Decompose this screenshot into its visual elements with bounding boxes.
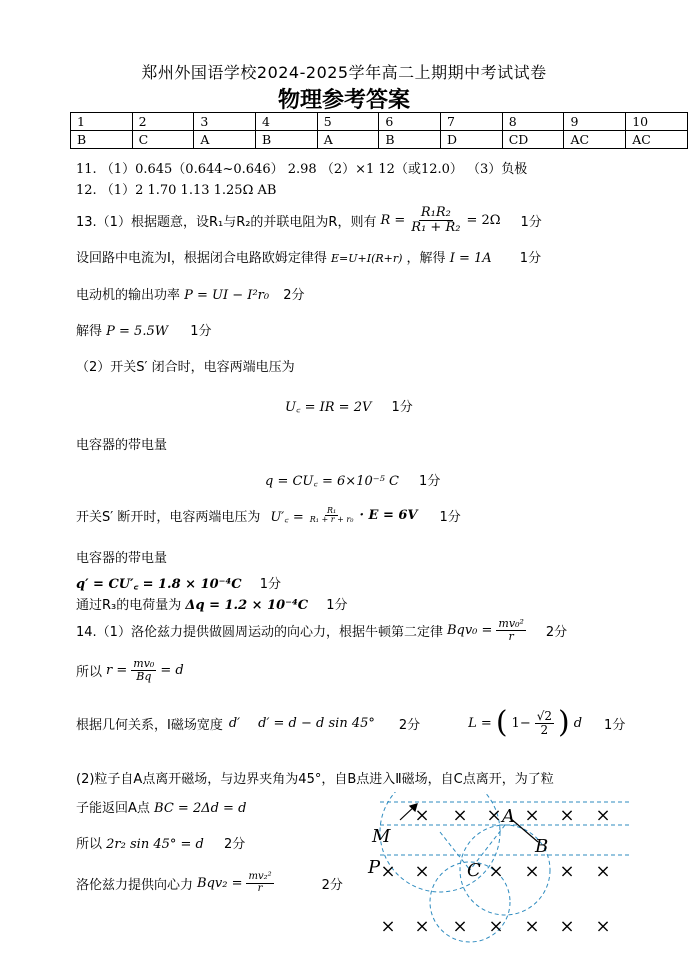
q13-l3-eq: P = UI − I²r₀ xyxy=(184,288,270,303)
question-number: 9 xyxy=(564,113,626,131)
q14-l2-text: 所以 xyxy=(76,664,103,680)
q13-l1-den: R₁ + R₂ xyxy=(411,219,461,235)
q14-l3-L-fraction xyxy=(535,710,554,736)
label-m: M xyxy=(372,826,391,847)
radius-line xyxy=(440,832,470,870)
q13-l6-eq: U꜀ = IR = 2V xyxy=(285,400,372,415)
answer-cell: AC xyxy=(564,131,626,149)
q13-l9-text: 开关S′ 断开时，电容两端电压为 xyxy=(76,510,261,525)
q13-line-10: 电容器的带电量 xyxy=(76,551,168,566)
q14-line-5 xyxy=(76,797,246,816)
q13-l9-rhs: · E = 6V xyxy=(359,508,418,523)
q14-l1-lhs: Bqv₀ = xyxy=(446,622,493,638)
q14-l2-den: Bq xyxy=(136,669,152,683)
q14-l7-lhs: Bqv₂ = xyxy=(197,875,243,891)
q13-line-12 xyxy=(76,594,348,613)
q13-l12-eq: Δq = 1.2 × 10⁻⁴C xyxy=(185,598,309,613)
q14-l7-fraction xyxy=(246,872,273,894)
q14-l7-text: 洛伦兹力提供向心力 xyxy=(76,877,194,893)
answer-table xyxy=(70,112,688,149)
question-number: 8 xyxy=(502,113,564,131)
q13-line-3 xyxy=(76,284,305,303)
answer-cell: AC xyxy=(626,131,688,149)
field-cross: × xyxy=(414,916,430,937)
q14-line-3: 根据几何关系，Ⅰ磁场宽度 d′ d′ = d − d sin 45° 2分 L = ( 1− $\frac{√2}{2}$ ) d 1分 xyxy=(76,705,626,740)
q14-l1-fraction xyxy=(496,618,525,642)
field-cross: × xyxy=(595,861,611,882)
q14-l1-text: 14.（1）洛伦兹力提供做圆周运动的向心力，根据牛顿第二定律 xyxy=(76,624,443,640)
q14-line-4: (2)粒子自A点离开磁场，与边界夹角为45°，自B点进入Ⅱ磁场，自C点离开，为了粒 xyxy=(76,772,554,787)
answer-cell: B xyxy=(379,131,441,149)
q13-l9-lhs: U′꜀ = xyxy=(270,509,304,525)
score-label: 1分 xyxy=(419,474,441,489)
q13-l1-num: R₁R₂ xyxy=(420,205,451,220)
field-cross: × xyxy=(488,916,504,937)
q14-l2-lhs: r = xyxy=(106,662,128,678)
question-number: 3 xyxy=(194,113,256,131)
score-label: 1分 xyxy=(604,717,626,733)
answer-cell: A xyxy=(317,131,379,149)
field-cross: × xyxy=(524,805,540,826)
q14-l2-fraction xyxy=(131,658,156,682)
q13-l1-text: 13.（1）根据题意，设R₁与R₂的并联电阻为R，则有 xyxy=(76,214,377,230)
q14-l3-L-den: 2 xyxy=(540,722,549,737)
score-label: 2分 xyxy=(223,837,246,852)
q13-line-6 xyxy=(285,396,413,415)
q11-answer: 11. （1）0.645（0.644~0.646） 2.98 （2）×1 12（或12.0） （3）负极 xyxy=(76,162,528,177)
q13-l9-den: R₁ + r + r₀ xyxy=(309,515,354,524)
q14-l1-num: mv₀² xyxy=(498,617,524,630)
score-label: 1分 xyxy=(326,598,348,613)
q13-l8-eq: q = CU꜀ = 6×10⁻⁵ C xyxy=(265,474,399,489)
field-cross: × xyxy=(486,805,502,826)
field-cross: × xyxy=(524,861,540,882)
answer-table-answer-row xyxy=(71,131,688,149)
q13-l4-eq: P = 5.5W xyxy=(106,324,169,339)
field-cross: × xyxy=(524,916,540,937)
question-number: 1 xyxy=(71,113,133,131)
field-cross: × xyxy=(414,861,430,882)
q13-line-11 xyxy=(76,573,281,592)
q13-line-5: （2）开关S′ 闭合时，电容两端电压为 xyxy=(76,360,295,375)
q13-line-8 xyxy=(265,470,440,489)
field-cross: × xyxy=(559,916,575,937)
q14-l6-text: 所以 xyxy=(76,837,103,852)
answer-table-number-row xyxy=(71,113,688,131)
answer-cell: CD xyxy=(502,131,564,149)
q13-line-1 xyxy=(76,206,542,234)
score-label: 2分 xyxy=(283,288,305,303)
question-number: 2 xyxy=(132,113,194,131)
question-number: 6 xyxy=(379,113,441,131)
q12-answer: 12. （1）2 1.70 1.13 1.25Ω AB xyxy=(76,183,277,198)
answer-cell: C xyxy=(132,131,194,149)
score-label: 1分 xyxy=(259,577,281,592)
q14-line-6 xyxy=(76,833,245,852)
q13-line-2 xyxy=(76,247,541,266)
magnetic-field-figure xyxy=(360,792,660,952)
q14-line-7 xyxy=(76,872,343,894)
q14-line-2 xyxy=(76,658,184,682)
score-label: 2分 xyxy=(398,717,421,733)
score-label: 1分 xyxy=(190,324,212,339)
field-cross: × xyxy=(559,805,575,826)
field-cross: × xyxy=(452,805,468,826)
score-label: 1分 xyxy=(520,214,542,230)
q14-l3-L-lhs: L = xyxy=(468,715,492,731)
label-b: B xyxy=(535,836,549,857)
question-number: 7 xyxy=(441,113,503,131)
q13-l1-lhs: R = xyxy=(380,212,406,228)
q14-l3-L-num: √2 xyxy=(536,708,552,723)
field-cross: × xyxy=(380,861,396,882)
q13-l9-fraction xyxy=(308,507,356,525)
field-cross: × xyxy=(380,916,396,937)
answer-cell: D xyxy=(441,131,503,149)
field-cross: × xyxy=(488,861,504,882)
q13-line-7: 电容器的带电量 xyxy=(76,438,168,453)
label-a: A xyxy=(502,806,515,827)
q14-l5-text: 子能返回A点 xyxy=(76,801,150,816)
question-number: 4 xyxy=(256,113,318,131)
q14-l7-num: mv₂² xyxy=(248,871,272,882)
q13-l2-res: I = 1A xyxy=(449,251,492,266)
q13-l2-text: 设回路中电流为I，根据闭合电路欧姆定律得 xyxy=(76,251,327,266)
score-label: 2分 xyxy=(545,624,568,640)
score-label: 2分 xyxy=(321,877,343,893)
q13-l9-num: R₁ xyxy=(327,505,337,515)
q13-l11-eq: q′ = CU′꜀ = 1.8 × 10⁻⁴C xyxy=(76,577,242,592)
q13-l12-text: 通过R₃的电荷量为 xyxy=(76,598,182,613)
question-number: 5 xyxy=(317,113,379,131)
label-c: C xyxy=(467,860,481,881)
q13-line-4 xyxy=(76,320,212,339)
field-cross: × xyxy=(595,916,611,937)
q14-l2-rhs: = d xyxy=(160,662,184,678)
answer-cell: B xyxy=(256,131,318,149)
q14-l6-eq: 2r₂ sin 45° = d xyxy=(106,837,204,852)
field-cross: × xyxy=(414,805,430,826)
q14-line-1 xyxy=(76,618,567,642)
q14-l2-num: mv₀ xyxy=(133,657,155,670)
q14-l3-text: 根据几何关系，Ⅰ磁场宽度 xyxy=(76,717,223,733)
q13-l1-rhs: = 2Ω xyxy=(466,212,501,228)
field-cross: × xyxy=(595,805,611,826)
q13-l2-mid: ，解得 xyxy=(406,251,446,266)
q13-l1-fraction xyxy=(409,206,462,234)
answer-cell: B xyxy=(71,131,133,149)
q14-l3-eq: d′ = d − d sin 45° xyxy=(258,715,375,731)
q14-l5-eq: BC = 2Δd = d xyxy=(154,801,247,816)
q14-l3-L-rhs: d xyxy=(573,715,583,731)
score-label: 1分 xyxy=(391,400,413,415)
field-cross: × xyxy=(452,916,468,937)
q14-l3-a: d′ xyxy=(228,715,241,731)
question-number: 10 xyxy=(626,113,688,131)
q14-l1-den: r xyxy=(508,629,514,643)
score-label: 1分 xyxy=(439,510,461,525)
q13-l4-text: 解得 xyxy=(76,324,103,339)
field-cross: × xyxy=(559,861,575,882)
exam-title: 郑州外国语学校2024-2025学年高二上期期中考试试卷 xyxy=(141,63,547,82)
answer-title: 物理参考答案 xyxy=(277,88,410,113)
q13-l2-eq: E=U+I(R+r) xyxy=(330,252,403,265)
label-p: P xyxy=(368,857,381,878)
answer-cell: A xyxy=(194,131,256,149)
q13-line-9 xyxy=(76,506,461,525)
q14-l7-den: r xyxy=(257,882,263,894)
trajectory-circle xyxy=(380,792,500,892)
q13-l3-text: 电动机的输出功率 xyxy=(76,288,181,303)
score-label: 1分 xyxy=(519,251,542,266)
